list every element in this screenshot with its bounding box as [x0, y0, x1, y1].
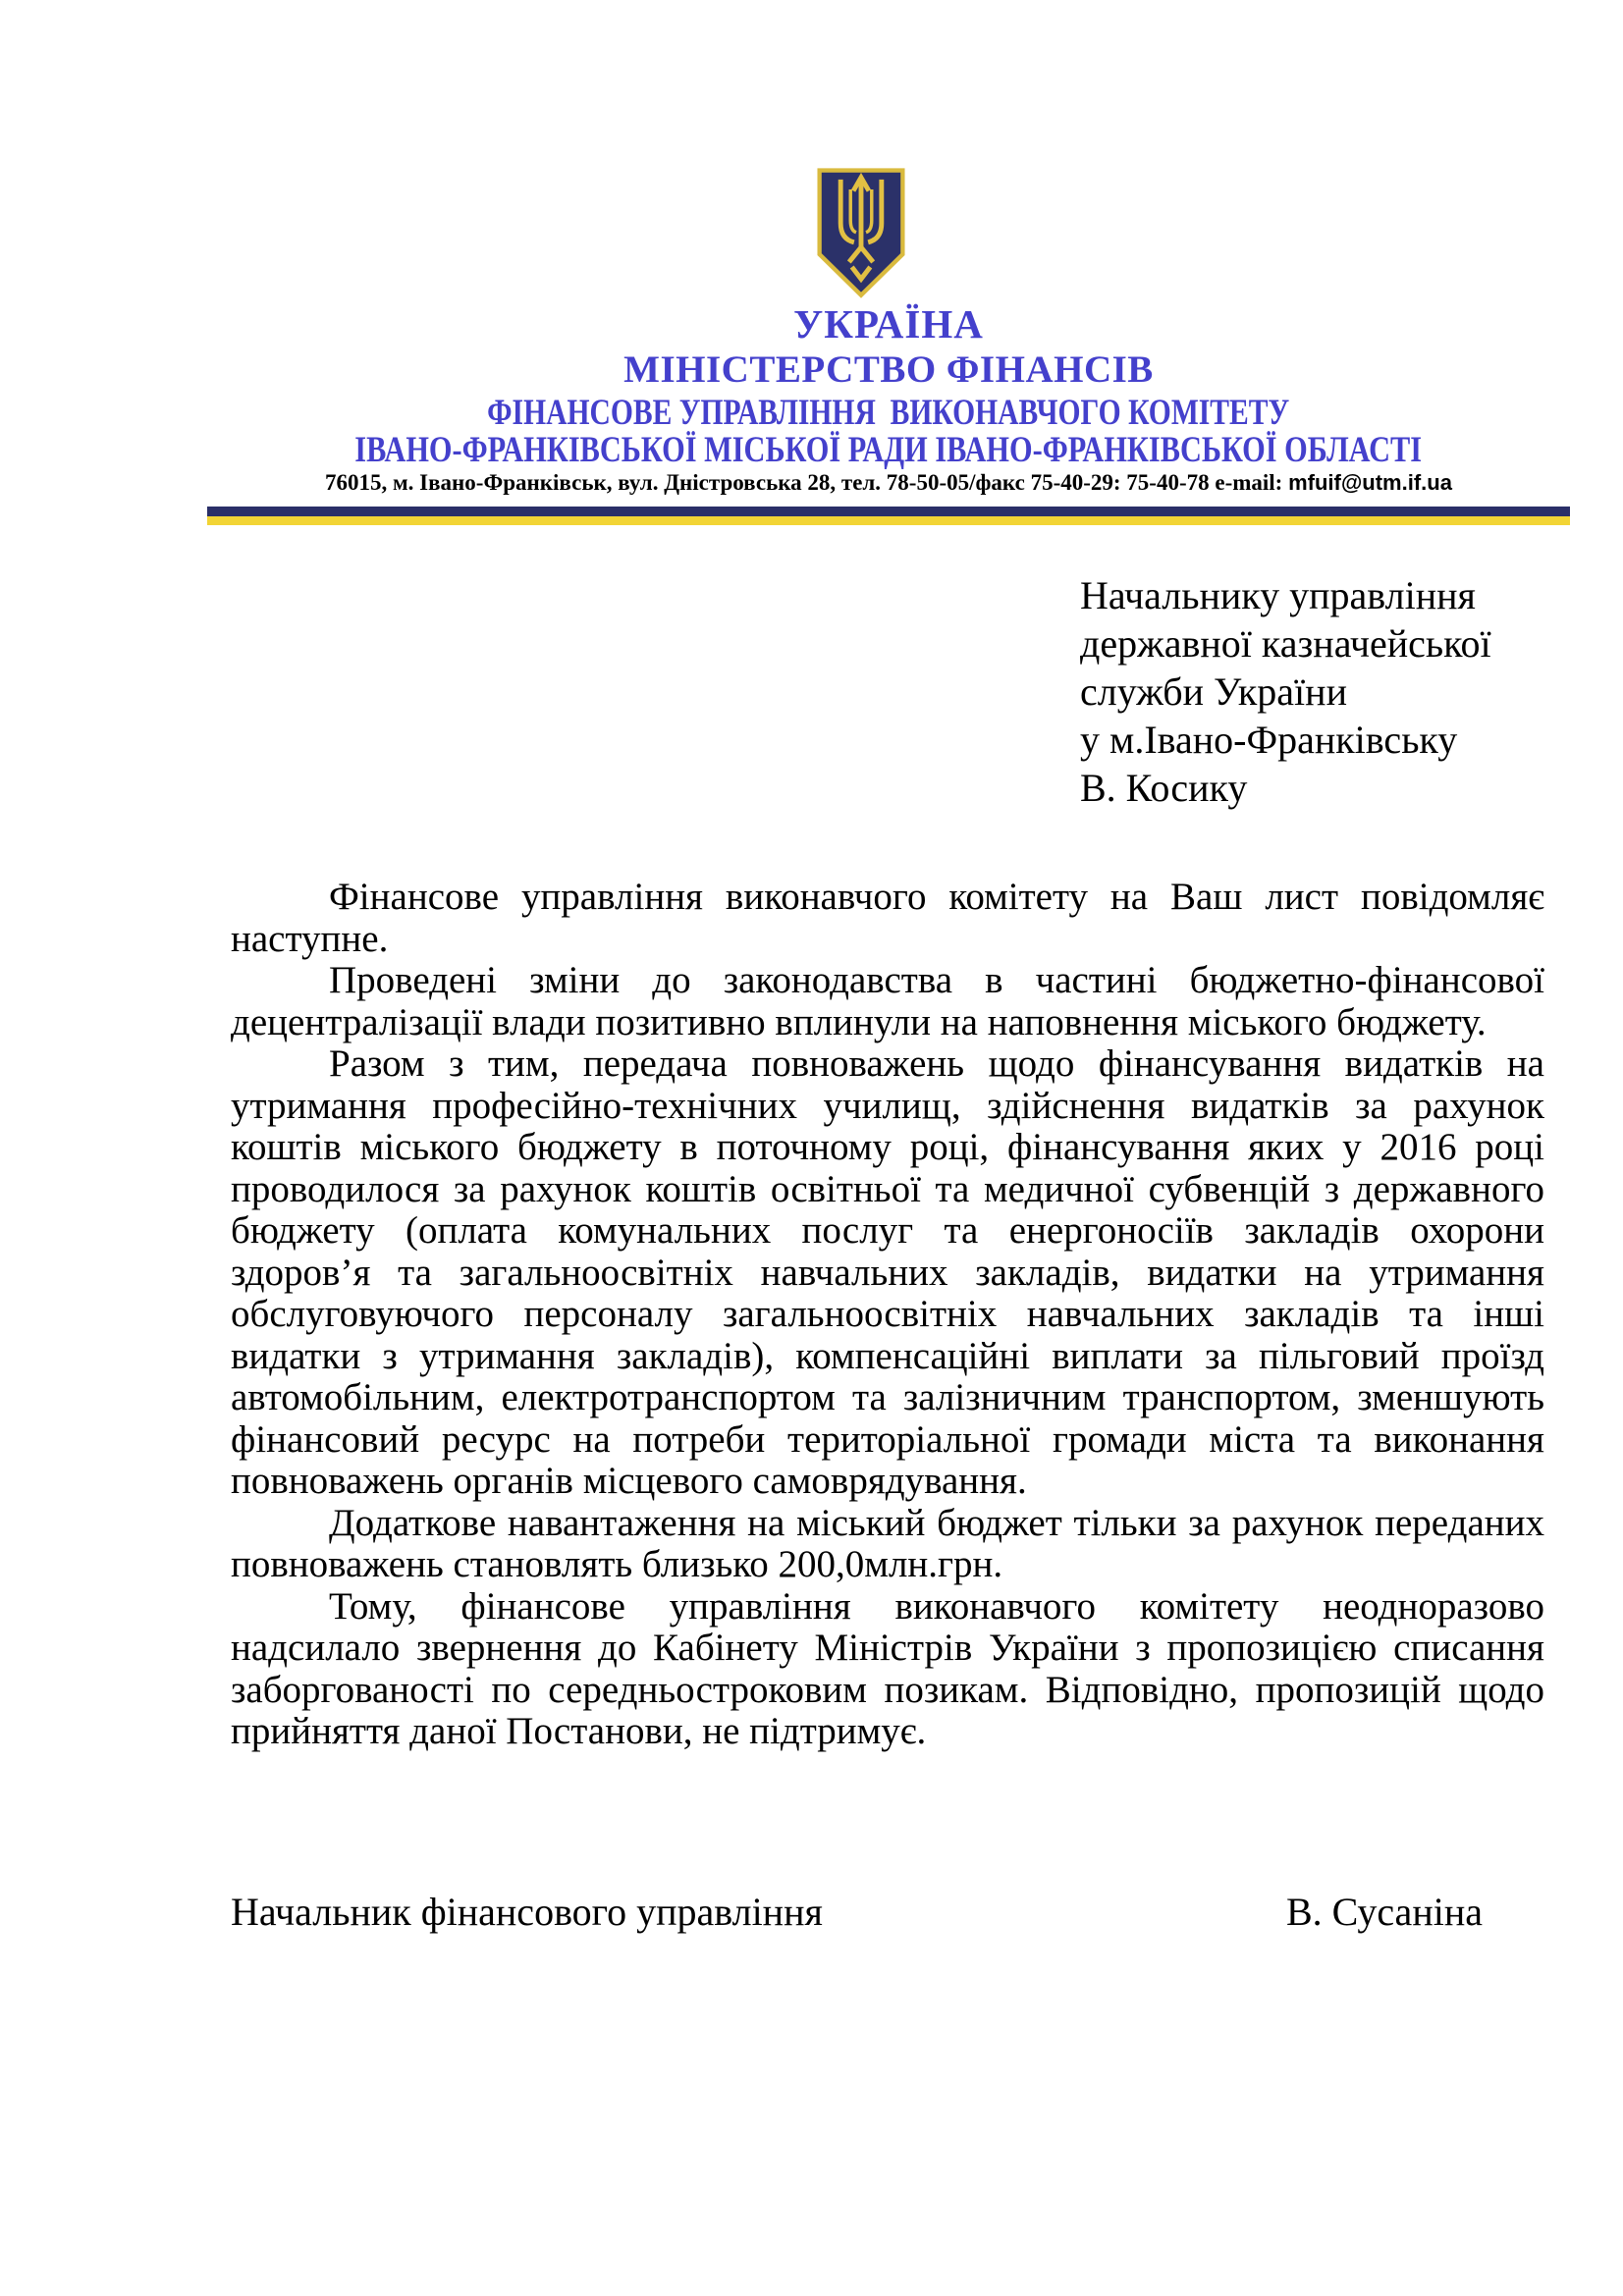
- recipient-line: служби України: [1080, 669, 1347, 714]
- body-paragraph: Фінансове управління виконавчого комітету на Ваш лист повідомляє наступне.: [231, 876, 1544, 960]
- ukraine-trident-emblem-icon: [816, 167, 906, 299]
- contact-line: [206, 470, 1571, 496]
- flag-divider-navy-bar: [207, 507, 1570, 516]
- flag-divider-yellow-bar: [207, 516, 1570, 525]
- recipient-line: державної казначейської: [1080, 621, 1491, 666]
- department-line-1-text: ФІНАНСОВЕ УПРАВЛІННЯ ВИКОНАВЧОГО КОМІТЕТУ: [487, 393, 1290, 433]
- body-paragraph: Разом з тим, передача повноважень щодо фінансування видатків на утримання професійно-технічних училищ, здійснення видатків за рахунок коштів міського бюджету в поточному році, фінансування яких у 2016 році проводилося за рахунок коштів освітньої та медичної субвенцій з державного бюджету (оплата комунальних послуг та енергоносіїв закладів охорони здоров’я та загальноосвітніх навчальних закладів, видатки на утримання обслуговуючого персоналу загальноосвітніх навчальних закладів та інші видатки з утримання закладів), компенсаційні виплати за пільговий проїзд автомобільним, електротранспортом та залізничним транспортом, зменшують фінансовий ресурс на потреби територіальної громади міста та виконання повноважень органів місцевого самоврядування.: [231, 1042, 1544, 1502]
- signer-name: В. Сусаніна: [1285, 1890, 1483, 1934]
- recipient-line: у м.Івано-Франківську: [1080, 718, 1458, 762]
- recipient-block: [1080, 571, 1491, 812]
- body-paragraph: Додаткове навантаження на міський бюджет тільки за рахунок переданих повноважень становлять близько 200,0млн.грн.: [231, 1501, 1544, 1585]
- department-line-1: [206, 392, 1571, 434]
- recipient-line: Начальнику управління: [1080, 573, 1476, 617]
- body-paragraph: Тому, фінансове управління виконавчого комітету неодноразово надсилало звернення до Кабінету Міністрів України з пропозицією списання заборгованості по середньостроковим позикам. Відповідно, пропозицій щодо прийняття даної Постанови, не підтримує.: [231, 1584, 1544, 1752]
- department-line-2-text: ІВАНО-ФРАНКІВСЬКОЇ МІСЬКОЇ РАДИ ІВАНО-ФРАНКІВСЬКОЇ ОБЛАСТІ: [354, 430, 1423, 470]
- recipient-line: В. Косику: [1080, 766, 1248, 810]
- contact-address-phone: 76015, м. Івано-Франківськ, вул. Дністровська 28, тел. 78-50-05/факс 75-40-29: 75-40-78 e-mail:: [325, 470, 1289, 495]
- contact-email: mfuif@utm.if.ua: [1288, 470, 1452, 495]
- department-line-2: [206, 429, 1571, 471]
- letter-body: [231, 877, 1544, 1753]
- signature-row: [231, 1889, 1483, 1935]
- flag-divider: [207, 507, 1570, 525]
- signer-title: Начальник фінансового управління: [231, 1890, 823, 1934]
- body-paragraph: Проведені зміни до законодавства в частині бюджетно-фінансової децентралізації влади позитивно вплинули на наповнення міського бюджету.: [231, 959, 1544, 1043]
- ministry-title: МІНІСТЕРСТВО ФІНАНСІВ: [623, 348, 1154, 391]
- country-title: УКРАЇНА: [793, 301, 984, 347]
